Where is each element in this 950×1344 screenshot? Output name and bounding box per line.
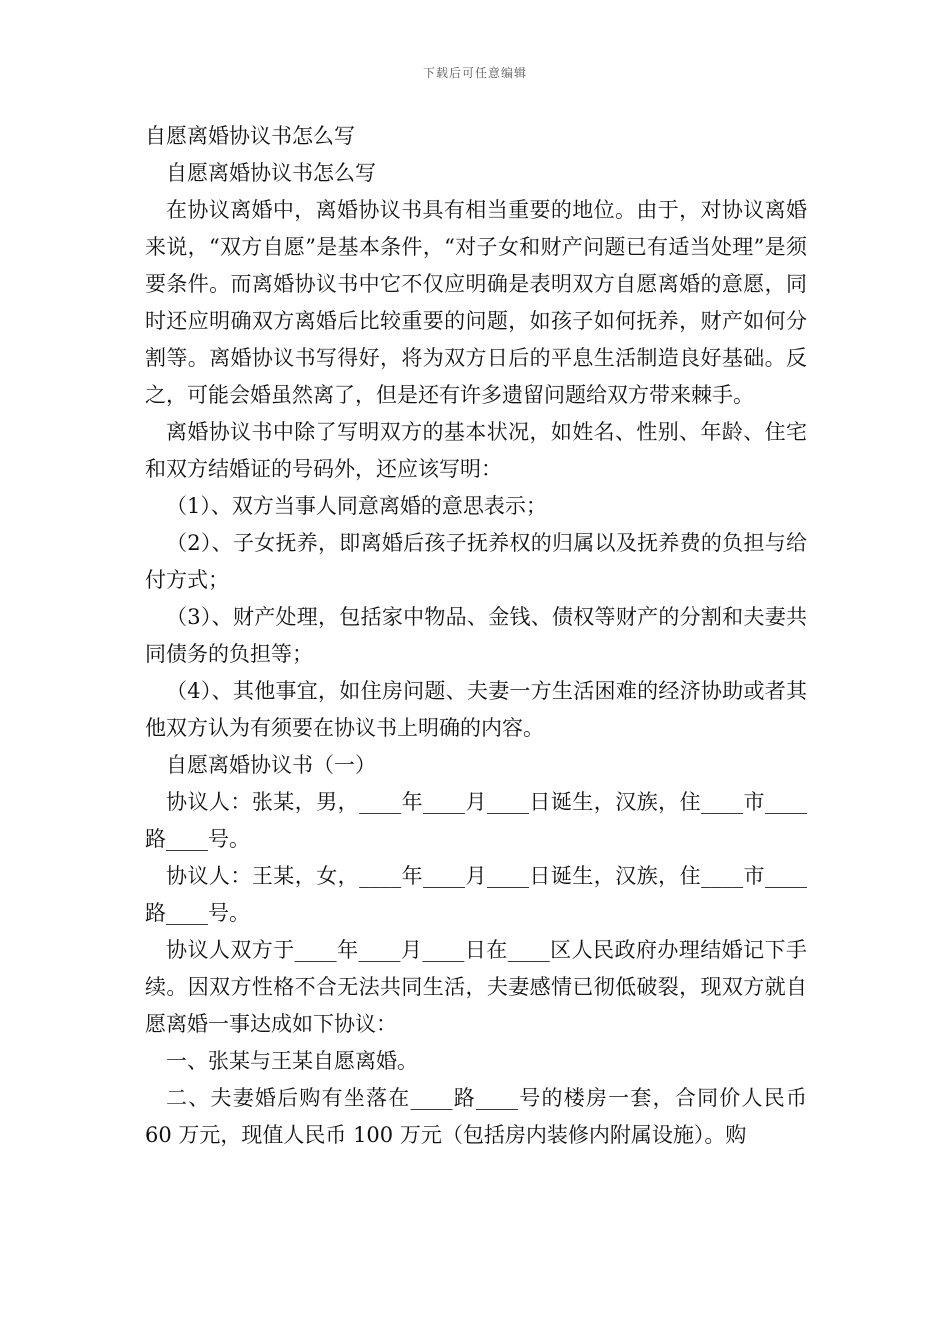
subtitle: 自愿离婚协议书怎么写: [166, 161, 376, 185]
clause-2: 二、夫妻婚后购有坐落在____路____号的楼房一套，合同价人民币 60 万元，现值人民币 100 万元（包括房内装修内附属设施）。购: [145, 1086, 807, 1147]
list-item-2: （2）、子女抚养，即离婚后孩子抚养权的归属以及抚养费的负担与给付方式；: [145, 531, 807, 592]
list-item-4: （4）、其他事宜，如住房问题、夫妻一方生活困难的经济协助或者其他双方认为有须要在协议书上明确的内容。: [145, 679, 807, 740]
section-title: 自愿离婚协议书（一）: [166, 753, 376, 777]
party-2: 协议人：王某，女，____年____月____日诞生，汉族，住____市____路____号。: [145, 864, 807, 925]
list-item-3: （3）、财产处理，包括家中物品、金钱、债权等财产的分割和夫妻共同债务的负担等；: [145, 605, 807, 666]
document-title: 自愿离婚协议书怎么写: [145, 124, 355, 148]
paragraph-requirements: 离婚协议书中除了写明双方的基本状况，如姓名、性别、年龄、住宅和双方结婚证的号码外，还应该写明：: [145, 420, 807, 481]
clause-1: 一、张某与王某自愿离婚。: [166, 1049, 418, 1073]
agreement-preamble: 协议人双方于____年____月____日在____区人民政府办理结婚记下手续。因双方性格不合无法共同生活，夫妻感情已彻低破裂，现双方就自愿离婚一事达成如下协议：: [145, 938, 807, 1036]
page-header: 下载后可任意编辑: [422, 66, 527, 80]
document-body: [145, 118, 807, 1154]
paragraph-intro: 在协议离婚中，离婚协议书具有相当重要的地位。由于，对协议离婚来说，“双方自愿”是基本条件，“对子女和财产问题已有适当处理”是须要条件。而离婚协议书中它不仅应明确是表明双方自愿离婚的意愿，同时还应明确双方离婚后比较重要的问题，如孩子如何抚养，财产如何分割等。离婚协议书写得好，将为双方日后的平息生活制造良好基础。反之，可能会婚虽然离了，但是还有许多遗留问题给双方带来棘手。: [145, 198, 807, 407]
list-item-1: （1）、双方当事人同意离婚的意思表示；: [166, 494, 547, 518]
party-1: 协议人：张某，男，____年____月____日诞生，汉族，住____市____路____号。: [145, 790, 807, 851]
